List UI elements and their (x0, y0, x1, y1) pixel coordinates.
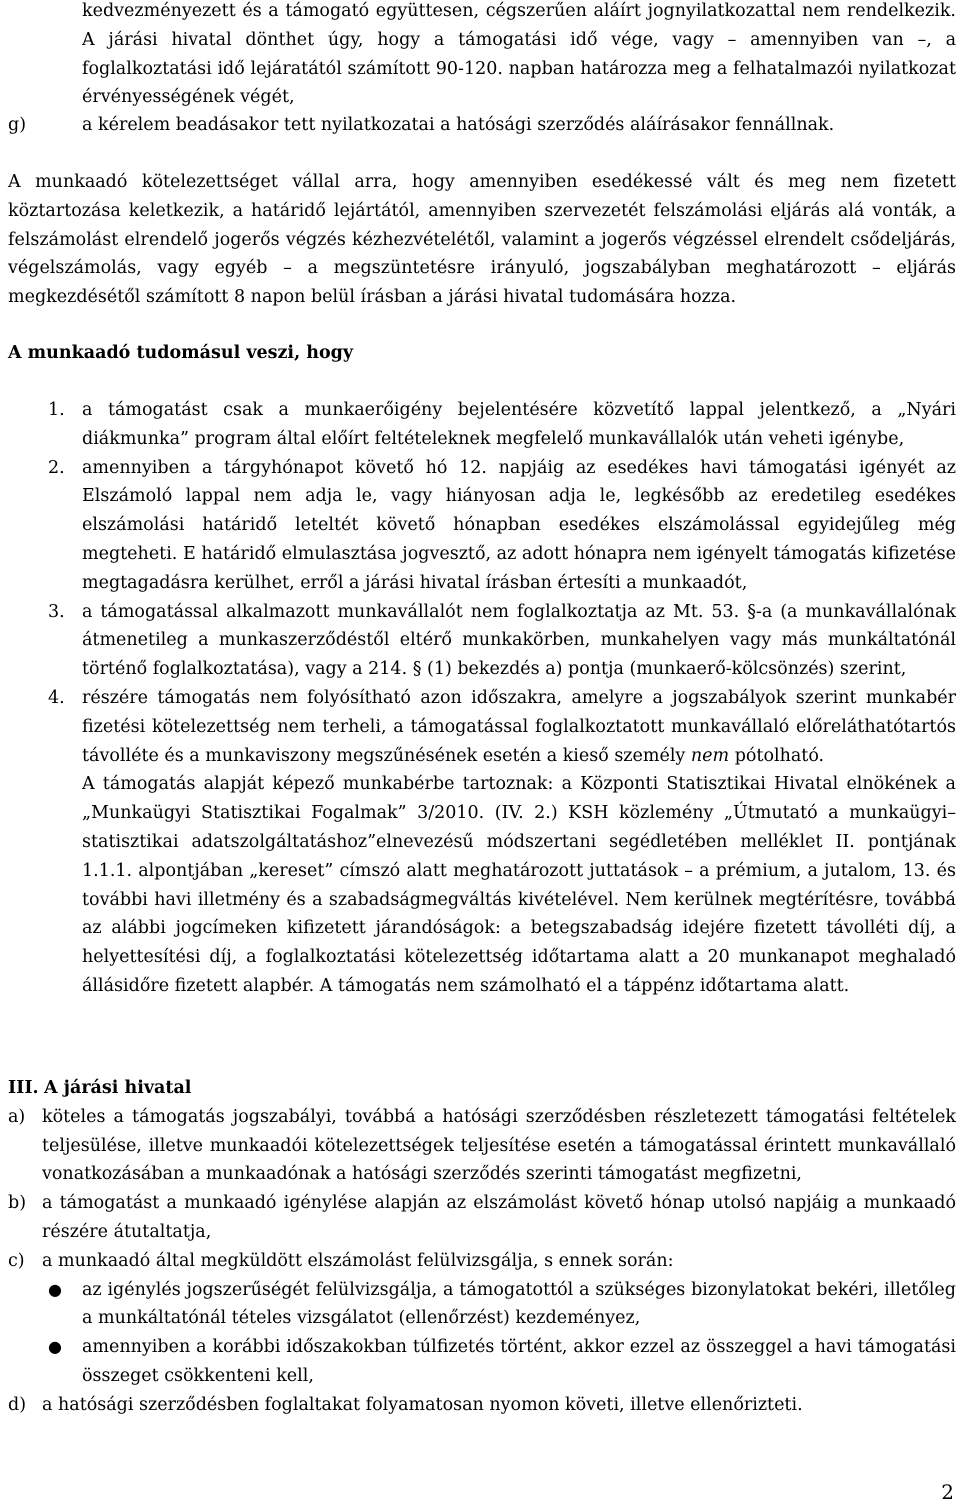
bullet-icon: ● (48, 1337, 62, 1357)
acknowledge-list (8, 396, 956, 1001)
bullet-icon: ● (48, 1279, 62, 1299)
list-item (8, 396, 956, 454)
item-text: a támogatást a munkaadó igénylése alapján az elszámolást követő hónap utolsó napjáig a munkaadó részére átutaltatja, (42, 1193, 956, 1242)
top-paragraph: kedvezményezett és a támogató együttesen, cégszerűen aláírt jognyilatkozattal nem rendelkezik. A járási hivatal dönthet úgy, hogy a támogatási idő vége, vagy – amennyiben van –, a foglalkoztatási idő lejáratától számított 90-120. napban határozza meg a felhatalmazói nyilatkozat érvényességének végét, (82, 1, 956, 108)
bullet-text: amennyiben a korábbi időszakokban túlfizetés történt, akkor ezzel az összeggel a havi támogatási összeget csökkenteni kell, (82, 1337, 956, 1386)
item-number: 1. (48, 400, 65, 420)
item-text: a támogatással alkalmazott munkavállalót nem foglalkoztatja az Mt. 53. §-a (a munkavállalónak átmenetileg a munkaszerződéstől eltérő munkakörben, munkahelyen vagy más munkáltatónál történő foglalkoztatása), vagy a 214. § (1) bekezdés a) pontja (munkaerő-kölcsönzés) szerint, (82, 601, 956, 680)
item-label: b) (8, 1193, 27, 1214)
list-item (8, 454, 956, 598)
item-label: d) (8, 1394, 27, 1415)
item-text-end: pótolható. (729, 745, 825, 766)
item-number: 3. (48, 601, 65, 622)
section-title (8, 1074, 956, 1103)
list-item (8, 684, 956, 770)
bullet-item (8, 1333, 956, 1391)
page-number: 2 (941, 1480, 954, 1504)
employer-paragraph: A munkaadó kötelezettséget vállal arra, hogy amennyiben esedékessé vált és meg nem fizetett köztartozása keletkezik, a határidő lejártától, amennyiben szervezetét felszámolási eljárás alá vonták, a felszámolást elrendelő jogerős végzés kézhezvételétől, valamint a jogerős végzéssel elrendelt csődeljárás, végelszámolás, vagy egyéb – a megszüntetésre irányuló, jogszabályban meghatározott – eljárás megkezdésétől számított 8 napon belül írásban a járási hivatal tudomására hozza. (8, 172, 956, 308)
bullet-item (8, 1276, 956, 1334)
list-item (8, 1247, 956, 1276)
item-number: 2. (48, 457, 65, 478)
list-item (8, 598, 956, 684)
item-label: c) (8, 1250, 25, 1271)
wage-paragraph: A támogatás alapját képező munkabérbe tartoznak: a Központi Statisztikai Hivatal elnökének a „Munkaügyi Statisztikai Fogalmak” 3/2010. (IV. 2.) KSH közlemény „Útmutató a munkaügyi–statisztikai adatszolgáltatáshoz”elnevezésű módszertani segédletében melléklet II. pontjának 1.1.1. alpontjában „kereset” címszó alatt meghatározott juttatások – a prémium, a jutalom, 13. és további havi illetmény és a szabadságmegváltás kivételével. Nem kerülnek megtérítésre, továbbá az alábbi jogcímeken kifizetett járandóságok: a betegszabadság idejére fizetett távolléti díj, a helyettesítési díj, a foglalkoztatási kötelezettség időtartama alatt a 20 munkanapot meghaladó állásidőre fizetett alapbér. A támogatás nem számolható el a táppénz időtartama alatt. (82, 774, 956, 996)
item-text: a támogatást csak a munkaerőigény bejelentésére közvetítő lappal jelentkező, a „Nyári diákmunka” program által előírt feltételeknek megfelelő munkavállalók után veheti igénybe, (82, 400, 956, 449)
item-number: 4. (48, 687, 65, 708)
list-item (8, 1391, 956, 1420)
item-text: amennyiben a tárgyhónapot követő hó 12. napjáig az esedékes havi támogatási igényét az Elszámoló lappal nem adja le, vagy hiányosan adja le, legkésőbb az eredetileg esedékes elszámolási határidő leteltét követő hónapban esedékes elszámolással egyidejűleg még megteheti. E határidő elmulasztása jogvesztő, az adott hónapra nem igényelt támogatás kifizetése megtagadásra kerülhet, erről a járási hivatal írásban értesíti a munkaadót, (82, 457, 956, 593)
item-text: köteles a támogatás jogszabályi, továbbá a hatósági szerződésben részletezett támogatási feltételek teljesülése, illetve munkaadói kötelezettségek teljesítése esetén a támogatással érintett munkavállaló vonatkozásában a munkaadónak a hatósági szerződés szerinti támogatást megfizetni, (42, 1106, 956, 1185)
bullet-text: az igénylés jogszerűségét felülvizsgálja, a támogatottól a szükséges bizonylatokat bekéri, illetőleg a munkáltatónál tételes vizsgálatot (ellenőrzést) kezdeményez, (82, 1279, 956, 1329)
section-heading: A járási hivatal (44, 1078, 192, 1098)
emphasis-text: nem (690, 745, 730, 766)
item-label: g) (8, 115, 27, 135)
item-label: a) (8, 1106, 26, 1127)
section-3 (8, 1074, 956, 1420)
acknowledge-heading: A munkaadó tudomásul veszi, hogy (8, 343, 354, 363)
item-text: a hatósági szerződésben foglaltakat folyamatosan nyomon követi, illetve ellenőrizteti. (42, 1394, 803, 1415)
item-text: a kérelem beadásakor tett nyilatkozatai a hatósági szerződés aláírásakor fennállnak. (82, 115, 835, 135)
section-number: III. (8, 1078, 39, 1098)
item-text: részére támogatás nem folyósítható azon időszakra, amelyre a jogszabályok szerint munkabér fizetési kötelezettség nem terheli, a támogatással foglalkoztatott munkavállaló előreláthatótartós távolléte és a munkaviszony megszűnésének esetén a kieső személy (82, 687, 956, 766)
list-item (8, 1189, 956, 1247)
item-text: a munkaadó által megküldött elszámolást felülvizsgálja, s ennek során: (42, 1250, 674, 1271)
list-item (8, 1103, 956, 1189)
